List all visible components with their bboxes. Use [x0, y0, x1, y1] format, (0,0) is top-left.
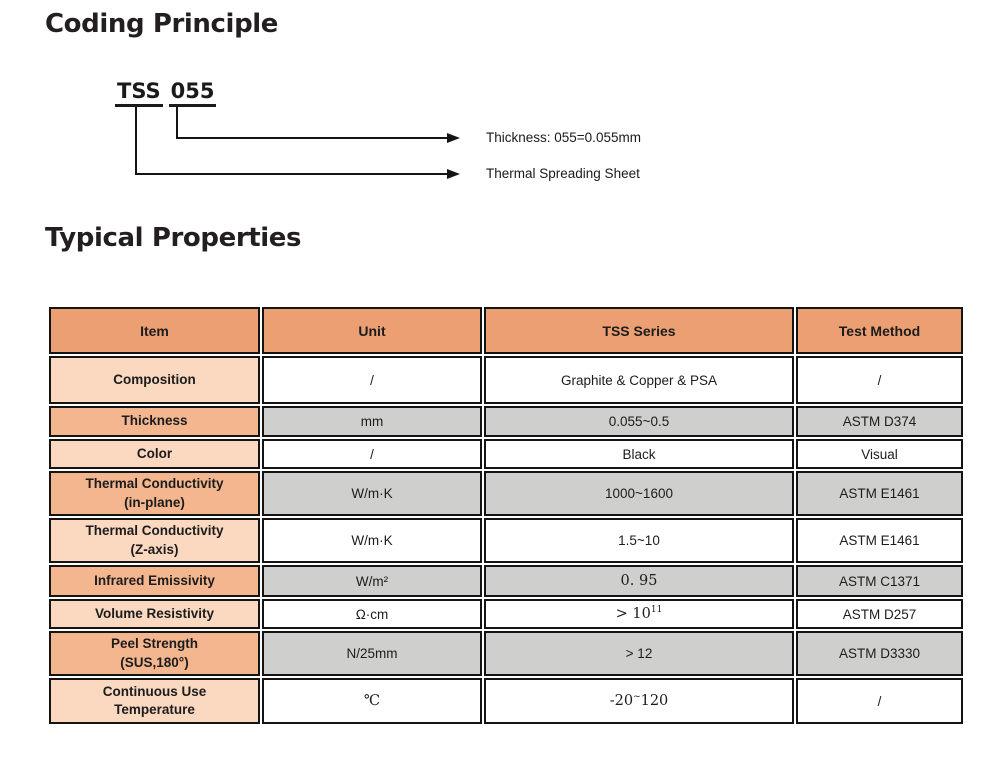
cell-test-method: ASTM D374: [796, 406, 963, 437]
arrowhead-icon: [447, 169, 460, 179]
callout-thermal-sheet-label: Thermal Spreading Sheet: [486, 166, 640, 181]
cell-value: 0. 95: [484, 565, 794, 597]
table-row: [49, 518, 963, 563]
cell-value: > 12: [484, 631, 794, 676]
cell-item: Thermal Conductivity (Z-axis): [49, 518, 260, 563]
cell-item: Infrared Emissivity: [49, 565, 260, 597]
value-superscript: ~: [633, 692, 641, 703]
cell-value: 0.055~0.5: [484, 406, 794, 437]
table-row: [49, 356, 963, 404]
cell-unit: W/m²: [262, 565, 482, 597]
table-header-row: [49, 307, 963, 354]
cell-unit: Ω·cm: [262, 599, 482, 629]
callout-thickness-label: Thickness: 055=0.055mm: [486, 130, 641, 145]
code-thickness-label: 055: [169, 80, 217, 107]
value-text: > 10: [615, 606, 651, 622]
cell-value: Graphite & Copper & PSA: [484, 356, 794, 404]
table-row: [49, 631, 963, 676]
cell-test-method: ASTM E1461: [796, 518, 963, 563]
cell-item: Volume Resistivity: [49, 599, 260, 629]
cell-item: Thickness: [49, 406, 260, 437]
typical-properties-table: [47, 305, 965, 726]
cell-unit: N/25mm: [262, 631, 482, 676]
table-row: [49, 439, 963, 469]
cell-item: Thermal Conductivity (in-plane): [49, 471, 260, 516]
cell-item: Peel Strength (SUS,180°): [49, 631, 260, 676]
cell-value: [484, 678, 794, 724]
value-superscript: 11: [650, 605, 663, 616]
column-header-item: Item: [49, 307, 260, 354]
cell-unit: /: [262, 439, 482, 469]
cell-unit: W/m·K: [262, 518, 482, 563]
cell-unit: /: [262, 356, 482, 404]
cell-value: 1.5~10: [484, 518, 794, 563]
cell-unit: ℃: [262, 678, 482, 724]
cell-item: Color: [49, 439, 260, 469]
table-row: [49, 678, 963, 724]
value-text: 120: [640, 693, 669, 709]
cell-test-method: ASTM C1371: [796, 565, 963, 597]
cell-test-method: ASTM E1461: [796, 471, 963, 516]
table-row: [49, 565, 963, 597]
connector-line-thickness: [177, 107, 448, 138]
table-row: [49, 406, 963, 437]
table-row: [49, 599, 963, 629]
value-text: -20: [609, 693, 634, 709]
table-row: [49, 471, 963, 516]
cell-test-method: Visual: [796, 439, 963, 469]
cell-value: [484, 599, 794, 629]
column-header-test-method: Test Method: [796, 307, 963, 354]
section-title-typical-properties: Typical Properties: [45, 223, 302, 253]
column-header-tss-series: TSS Series: [484, 307, 794, 354]
cell-value: 1000~1600: [484, 471, 794, 516]
product-code: [115, 79, 216, 107]
cell-unit: mm: [262, 406, 482, 437]
cell-test-method: /: [796, 356, 963, 404]
cell-test-method: /: [796, 678, 963, 724]
section-title-coding-principle: Coding Principle: [45, 9, 279, 39]
cell-test-method: ASTM D257: [796, 599, 963, 629]
connector-line-sheet: [136, 107, 448, 174]
arrowhead-icon: [447, 133, 460, 143]
cell-item: Continuous Use Temperature: [49, 678, 260, 724]
cell-value: Black: [484, 439, 794, 469]
cell-item: Composition: [49, 356, 260, 404]
cell-test-method: ASTM D3330: [796, 631, 963, 676]
cell-unit: W/m·K: [262, 471, 482, 516]
column-header-unit: Unit: [262, 307, 482, 354]
code-series-label: TSS: [115, 80, 163, 107]
